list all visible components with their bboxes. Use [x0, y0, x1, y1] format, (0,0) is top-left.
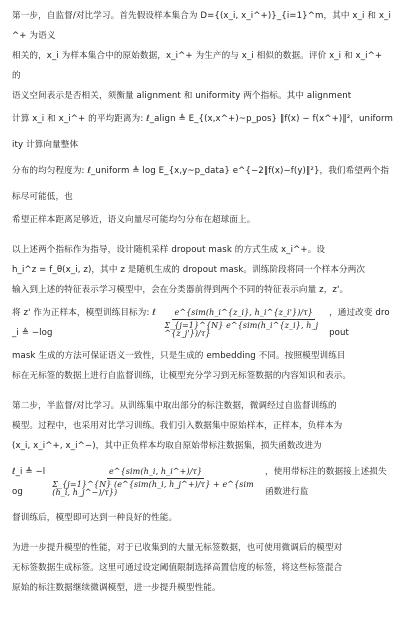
- paragraph-step-two: [12, 396, 393, 528]
- text-line: h_i^z = f_θ(x_i, z)，其中 z 是随机生成的 dropout mask。训练阶段将同一个样本分两次: [12, 265, 366, 275]
- equation-unsupervised-loss: [12, 300, 393, 346]
- paragraph-pseudo-label: [12, 538, 393, 598]
- equation-suffix: ，通过改变 dropout: [329, 308, 390, 338]
- text-line: 标在无标签的数据上进行自监督训练，让模型充分学习到无标签数据的内容知识和表示。: [12, 371, 352, 381]
- text-line: (x_i, x_i^+, x_i^−)，其中正负样本均取自原始带标注数据集，损失函数改进为: [12, 441, 322, 451]
- paragraph-step-one: [12, 6, 393, 230]
- equation-prefix: ℓ_i ≜ −log: [12, 467, 46, 497]
- text-line: 无标签数据生成标签。这里可通过设定阈值限制选择高置信度的标签，将这些标签混合: [12, 563, 343, 573]
- text-line: 原始的标注数据继续微调模型，进一步提升模型性能。: [12, 583, 221, 593]
- text-line: 督训练后，模型即可达到一种良好的性能。: [12, 513, 178, 523]
- equation-fraction: [52, 468, 259, 497]
- paragraph-dropout: [12, 240, 393, 386]
- text-line: 输入到上述的特征表示学习模型中，会在分类器前得到两个不同的特征表示向量 z，z'。: [12, 285, 349, 295]
- text-line: 分布的均匀程度为: ℓ_uniform ≜ log E_{x,y~p_data} e^{−2‖f(x)−f(y)‖²}，我们希望两个指标尽可能低，也: [12, 166, 390, 202]
- equation-fraction: [164, 309, 323, 338]
- equation-denominator: Σ_{j=1}^{N} e^{sim(h_i^{z_i}, h_j^{z_j'})/τ}: [164, 320, 319, 338]
- text-line: 模型。过程中，也采用对比学习训练。我们引入数据集中原始样本，正样本，负样本为: [12, 421, 343, 431]
- text-line: 以上述两个指标作为指导，设计随机采样 dropout mask 的方式生成 x_i^+。设: [12, 245, 326, 255]
- equation-denominator: Σ_{j=1}^{N} (e^{sim(h_i, h_j^+)/τ} + e^{sim(h_i, h_j^−)/τ}): [52, 479, 254, 497]
- text-line: 第一步，自监督/对比学习。首先假设样本集合为 D={(x_i, x_i^+)}_{i=1}^m，其中 x_i 和 x_i^+ 为语义: [12, 11, 391, 41]
- text-line: 计算 x_i 和 x_i^+ 的平均距离为: ℓ_align ≜ E_{(x,x^+)~p_pos} ‖f(x) − f(x^+)‖²，uniformity 计算向量整体: [12, 114, 393, 150]
- equation-numerator: e^{sim(h_i, h_i^+)/τ}: [107, 468, 204, 479]
- text-line: 希望正样本距离足够近，语义向量尽可能均匀分布在超球面上。: [12, 215, 256, 225]
- text-line: 为进一步提升模型的性能，对于已收集到的大量无标签数据，也可使用微调后的模型对: [12, 543, 343, 553]
- text-line: 相关的，x_i 为样本集合中的原始数据，x_i^+ 为生产的与 x_i 相似的数据。评价 x_i 和 x_i^+ 的: [12, 51, 383, 81]
- equation-supervised-loss: [12, 456, 393, 508]
- text-line: 第二步，半监督/对比学习。从训练集中取出部分的标注数据，微调经过自监督训练的: [12, 401, 337, 411]
- equation-numerator: e^{sim(h_i^{z_i}, h_i^{z_i'})/τ}: [172, 309, 314, 320]
- text-line: 语义空间表示是否相关，须衡量 alignment 和 uniformity 两个指标。其中 alignment: [12, 91, 352, 101]
- equation-prefix: 将 z' 作为正样本，模型训练目标为: ℓ_i ≜ −log: [12, 308, 156, 338]
- text-line: mask 生成的方法可保证语义一致性，只是生成的 embedding 不同。按照模型训练目: [12, 351, 346, 361]
- equation-suffix: ，使用带标注的数据接上述损失函数进行监: [264, 467, 387, 497]
